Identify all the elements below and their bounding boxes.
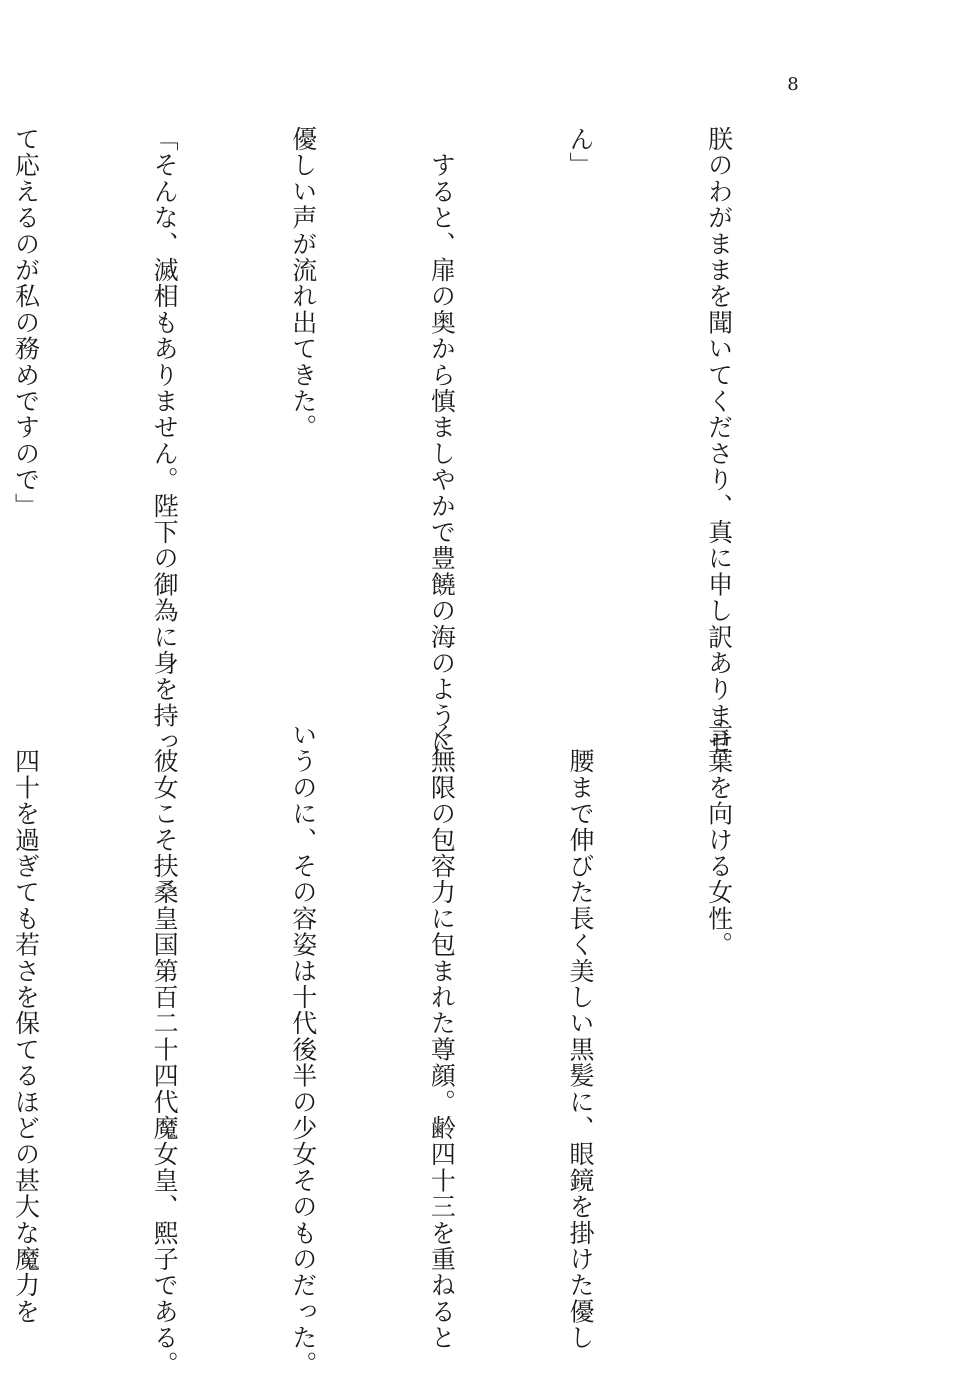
text-line: ん」 bbox=[565, 126, 595, 179]
text-line: いうのに、その容姿は十代後半の少女そのものだった。 bbox=[288, 722, 318, 1377]
text-line: 優しい声が流れ出てきた。 bbox=[288, 126, 318, 441]
text-line: 朕のわがままを聞いてくださり、真に申し訳ありませ bbox=[704, 126, 734, 755]
upper-text-block bbox=[0, 126, 834, 755]
lower-text-block bbox=[0, 722, 834, 1377]
text-line: すると、扉の奥から慎ましやかで豊饒の海のように bbox=[427, 126, 457, 755]
text-line: 「そんな、滅相もありません。陛下の御為に身を持っ bbox=[150, 126, 180, 755]
text-line: 彼女こそ扶桑皇国第百二十四代魔女皇、熙子である。 bbox=[150, 722, 180, 1377]
text-line: 四十を過ぎても若さを保てるほどの甚大な魔力を bbox=[11, 722, 41, 1325]
text-line: く無限の包容力に包まれた尊顔。齢四十三を重ねると bbox=[427, 722, 457, 1351]
text-line: 腰まで伸びた長く美しい黒髪に、眼鏡を掛けた優し bbox=[565, 722, 595, 1351]
page-number: 8 bbox=[787, 74, 799, 95]
text-line: て応えるのが私の務めですので」 bbox=[11, 126, 41, 519]
text-line: 言葉を向ける女性。 bbox=[704, 722, 734, 958]
